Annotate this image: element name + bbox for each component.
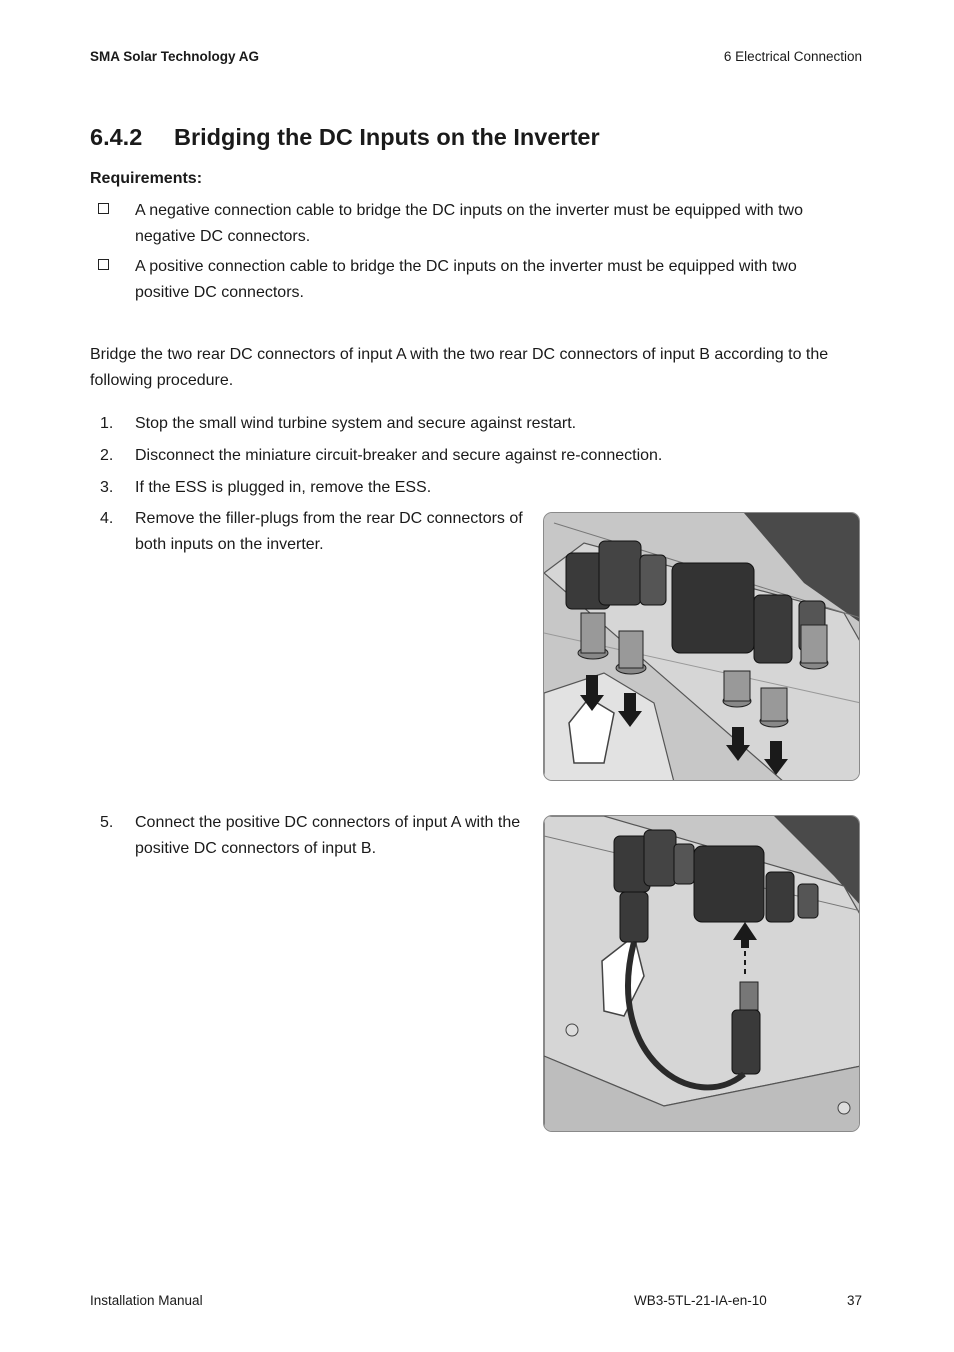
intro-paragraph: Bridge the two rear DC connectors of input A with the two rear DC connectors of input B according to the following procedure. (90, 346, 829, 389)
checkbox-icon (98, 203, 109, 214)
figure-remove-filler-plugs (543, 512, 860, 781)
step-number: 5. (100, 814, 114, 831)
step-number: 2. (100, 447, 114, 464)
header-chapter: 6 Electrical Connection (723, 49, 862, 64)
step-number: 1. (100, 415, 114, 432)
section-number: 6.4.2 (90, 124, 143, 150)
step-text: Connect the positive DC connectors of input A with the positive DC connectors of input B. (135, 814, 521, 857)
footer-manual: Installation Manual (90, 1293, 203, 1308)
figure-connect-positive-dc (543, 815, 860, 1132)
step-number: 3. (100, 479, 114, 496)
requirement-text: A positive connection cable to bridge the DC inputs on the inverter must be equipped with two positive DC connectors. (135, 258, 797, 301)
inverter-illustration-1 (544, 513, 860, 781)
step-text: Disconnect the miniature circuit-breaker and secure against re-connection. (135, 447, 663, 464)
requirements-heading: Requirements: (90, 170, 203, 187)
step-text: Stop the small wind turbine system and secure against restart. (135, 415, 577, 432)
footer-page-number: 37 (846, 1293, 862, 1308)
section-title (90, 124, 600, 151)
footer-doc-id: WB3-5TL-21-IA-en-10 (634, 1293, 767, 1308)
checkbox-icon (98, 259, 109, 270)
step-text: Remove the filler-plugs from the rear DC connectors of both inputs on the inverter. (135, 510, 523, 553)
inverter-illustration-2 (544, 816, 860, 1132)
section-title-text: Bridging the DC Inputs on the Inverter (174, 124, 600, 150)
requirement-text: A negative connection cable to bridge the DC inputs on the inverter must be equipped with two negative DC connectors. (135, 202, 803, 245)
step-number: 4. (100, 510, 114, 527)
header-company: SMA Solar Technology AG (90, 49, 260, 64)
step-text: If the ESS is plugged in, remove the ESS. (135, 479, 432, 496)
